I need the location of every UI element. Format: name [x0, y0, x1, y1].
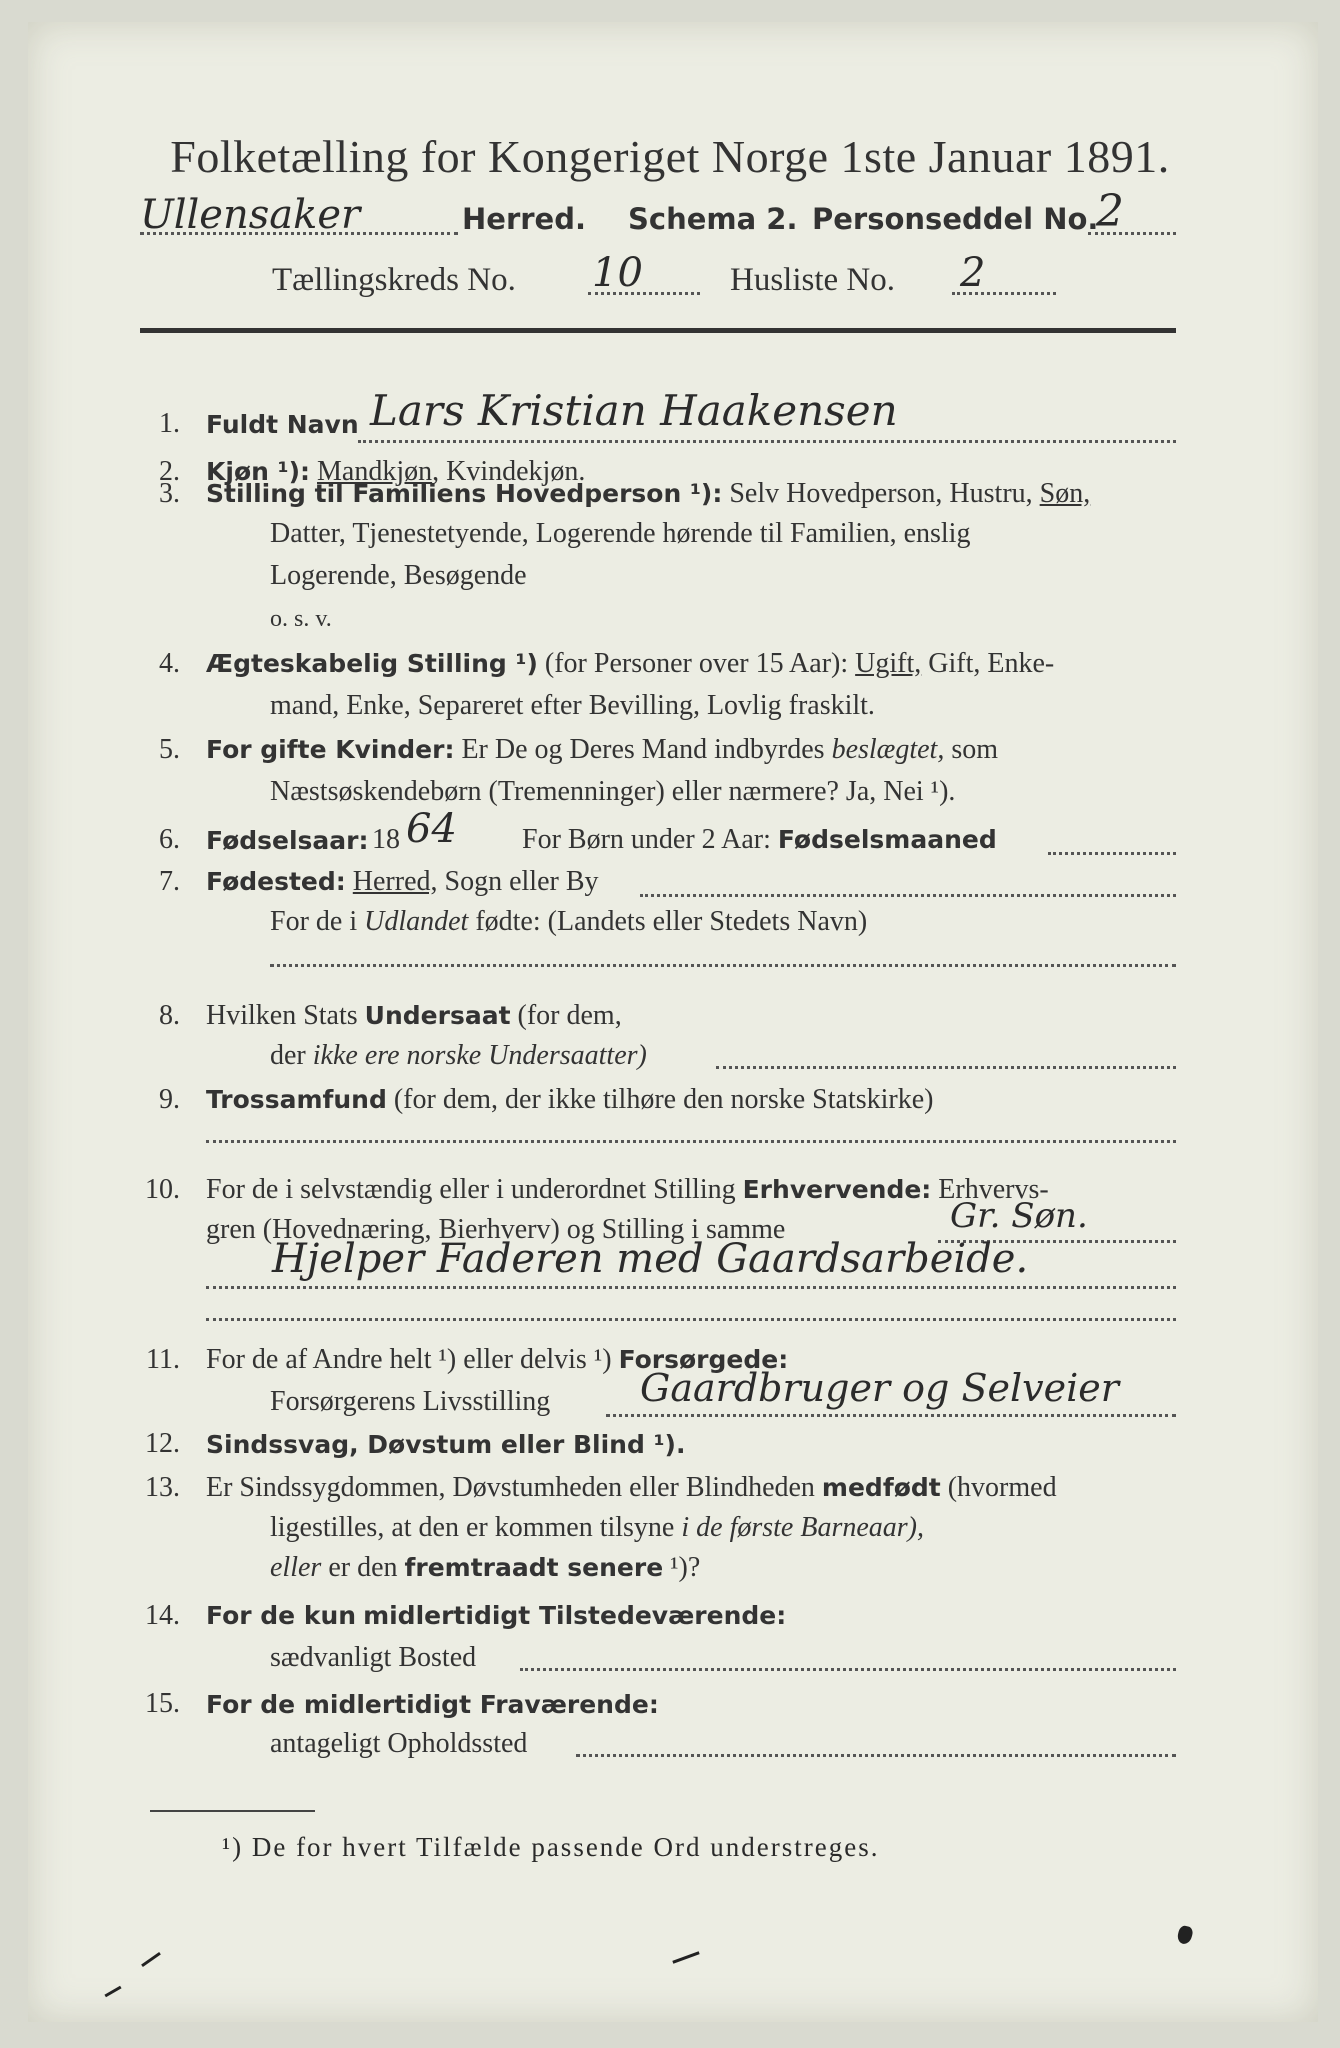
birth-year-label: Fødselsaar: — [206, 826, 369, 855]
religion-label: Trossamfund — [206, 1085, 387, 1114]
husliste-dots — [952, 292, 1056, 295]
occupation-handwritten-2: Hjelper Faderen med Gaardsarbeide. — [272, 1236, 1029, 1282]
item-number: 6. — [159, 824, 180, 855]
citizenship-dots — [716, 1066, 1176, 1069]
husliste-handwritten: 2 — [960, 250, 986, 296]
header-divider — [140, 328, 1176, 333]
husliste-label: Husliste No. — [730, 262, 895, 298]
sex-option-rest: , Kvindekjøn. — [432, 456, 586, 487]
birth-year-handwritten: 64 — [406, 806, 457, 852]
marital-status-line1b: Gift, Enke- — [928, 648, 1055, 679]
personseddel-handwritten: 2 — [1096, 186, 1124, 237]
item-number: 12. — [145, 1428, 180, 1459]
occupation-line1b: Erhvervende: — [742, 1175, 932, 1204]
birthplace-line2b: Udlandet — [364, 906, 469, 937]
personseddel-label: Personseddel No. — [812, 202, 1099, 236]
citizenship-line2a: der — [270, 1040, 306, 1071]
citizenship-line2b: ikke ere norske Undersaatter) — [312, 1040, 647, 1071]
full-name-label: Fuldt Navn — [206, 410, 359, 439]
birth-month-bold: Fødselsmaaned — [777, 825, 997, 854]
herred-dots — [140, 232, 458, 235]
occupation-dots-3 — [206, 1318, 1176, 1321]
herred-label: Herred. — [462, 202, 586, 236]
item-number: 15. — [145, 1688, 180, 1719]
family-position-line3: Logerende, Besøgende — [270, 560, 527, 591]
supported-line1b: Forsørgede: — [618, 1345, 789, 1374]
item-number: 3. — [159, 478, 180, 509]
supporter-dots — [606, 1414, 1176, 1417]
marital-status-label: Ægteskabelig Stilling ¹) — [206, 649, 538, 678]
item-number: 4. — [159, 648, 180, 679]
occupation-handwritten-1: Gr. Søn. — [950, 1196, 1088, 1236]
citizenship-line1a: Hvilken Stats — [206, 1000, 358, 1031]
congenital-line3b: er den — [328, 1552, 398, 1583]
birthplace-line2c: fødte: (Landets eller Stedets Navn) — [475, 906, 868, 937]
item-number: 13. — [145, 1472, 180, 1503]
taellingskreds-label: Tællingskreds No. — [272, 262, 516, 298]
family-position-label: Stilling til Familiens Hovedperson ¹): — [206, 479, 723, 508]
supporter-label: Forsørgerens Livsstilling — [270, 1386, 551, 1417]
temp-absent-label: For de midlertidigt Fraværende: — [206, 1690, 659, 1719]
occupation-line1c: Erhvervs- — [938, 1174, 1049, 1205]
congenital-line3c: fremtraadt senere — [404, 1553, 664, 1582]
family-position-son: Søn, — [1039, 478, 1091, 509]
married-women-line1b: beslægtet, — [831, 734, 945, 765]
disability-label: Sindssvag, Døvstum eller Blind ¹). — [206, 1430, 686, 1459]
congenital-line2a: ligestilles, at den er kommen tilsyne — [270, 1512, 675, 1543]
item-number: 9. — [159, 1084, 180, 1115]
footnote-divider — [150, 1810, 315, 1812]
sex-option-male: Mandkjøn — [317, 456, 433, 487]
congenital-line1c: (hvormed — [947, 1472, 1057, 1503]
item-number: 5. — [159, 734, 180, 765]
marital-status-unmarried: Ugift, — [855, 648, 922, 679]
citizenship-line1c: (for dem, — [517, 1000, 622, 1031]
occupation-dots-2 — [206, 1286, 1176, 1289]
congenital-line1a: Er Sindssygdommen, Døvstumheden eller Blindheden — [206, 1472, 815, 1503]
birthplace-dots — [640, 894, 1176, 897]
item-number: 1. — [159, 408, 180, 439]
probable-residence-label: antageligt Opholdssted — [270, 1728, 528, 1759]
birthplace-rest: Sogn eller By — [444, 866, 599, 897]
congenital-line2b: i de første Barneaar), — [681, 1512, 924, 1543]
birth-year-prefix: 18 — [372, 824, 400, 855]
form-title: Folketælling for Kongeriget Norge 1ste Januar 1891. — [170, 131, 1170, 182]
religion-rest: (for dem, der ikke tilhøre den norske Statskirke) — [393, 1084, 934, 1115]
religion-dots — [206, 1140, 1176, 1143]
item-number: 2. — [159, 456, 180, 487]
supported-line1a: For de af Andre helt ¹) eller delvis ¹) — [206, 1344, 612, 1375]
supporter-handwritten: Gaardbruger og Selveier — [640, 1366, 1119, 1410]
marital-status-line2: mand, Enke, Separeret efter Bevilling, Lovlig fraskilt. — [270, 690, 875, 721]
birth-month-prefix: For Børn under 2 Aar: — [522, 824, 771, 855]
item-number: 11. — [146, 1344, 180, 1375]
birthplace-label: Fødested: — [206, 867, 346, 896]
full-name-handwritten: Lars Kristian Haakensen — [370, 386, 898, 435]
married-women-line1c: som — [951, 734, 999, 765]
schema-label: Schema 2. — [628, 202, 798, 236]
footnote: ¹) De for hvert Tilfælde passende Ord understreges. — [222, 1832, 880, 1862]
birth-month-label — [522, 824, 997, 856]
temp-present-line1b: midlertidigt Tilstedeværende: — [363, 1601, 787, 1630]
married-women-label: For gifte Kvinder: — [206, 735, 455, 764]
congenital-line3d: ¹)? — [670, 1552, 701, 1583]
herred-handwritten: Ullensaker — [140, 192, 361, 238]
married-women-line2: Næstsøskendebørn (Tremenninger) eller nærmere? Ja, Nei ¹). — [270, 776, 956, 807]
item-number: 7. — [159, 866, 180, 897]
citizenship-line1b: Undersaat — [364, 1001, 511, 1030]
usual-residence-dots — [520, 1668, 1176, 1671]
occupation-line1a: For de i selvstændig eller i underordnet Stilling — [206, 1174, 736, 1205]
marital-status-line1a: (for Personer over 15 Aar): — [544, 648, 849, 679]
congenital-line3a: eller — [270, 1552, 322, 1583]
item-number: 10. — [145, 1174, 180, 1205]
sex-label: Kjøn ¹): — [206, 457, 310, 486]
birthplace-line2a: For de i — [270, 906, 358, 937]
married-women-line1a: Er De og Deres Mand indbyrdes — [461, 734, 825, 765]
congenital-line1b: medfødt — [821, 1473, 941, 1502]
family-position-line2: Datter, Tjenestetyende, Logerende hørende til Familien, enslig — [270, 518, 971, 549]
occupation-line2: gren (Hovednæring, Bierhverv) og Stilling i samme — [206, 1214, 786, 1245]
personseddel-dots — [1088, 232, 1176, 235]
taellingskreds-handwritten: 10 — [592, 250, 643, 296]
birth-month-dots — [1048, 852, 1176, 855]
family-position-line4: o. s. v. — [270, 606, 332, 632]
item-number: 8. — [159, 1000, 180, 1031]
birthplace-herred: Herred, — [352, 866, 438, 897]
family-position-line1: Selv Hovedperson, Hustru, — [729, 478, 1033, 509]
temp-present-line1a: For de kun — [206, 1601, 357, 1630]
usual-residence-label: sædvanligt Bosted — [270, 1642, 477, 1673]
foreign-birthplace-dots — [270, 964, 1176, 967]
item-number: 14. — [145, 1600, 180, 1631]
full-name-dots — [358, 440, 1176, 443]
probable-residence-dots — [576, 1754, 1176, 1757]
taellingskreds-dots — [588, 292, 700, 295]
